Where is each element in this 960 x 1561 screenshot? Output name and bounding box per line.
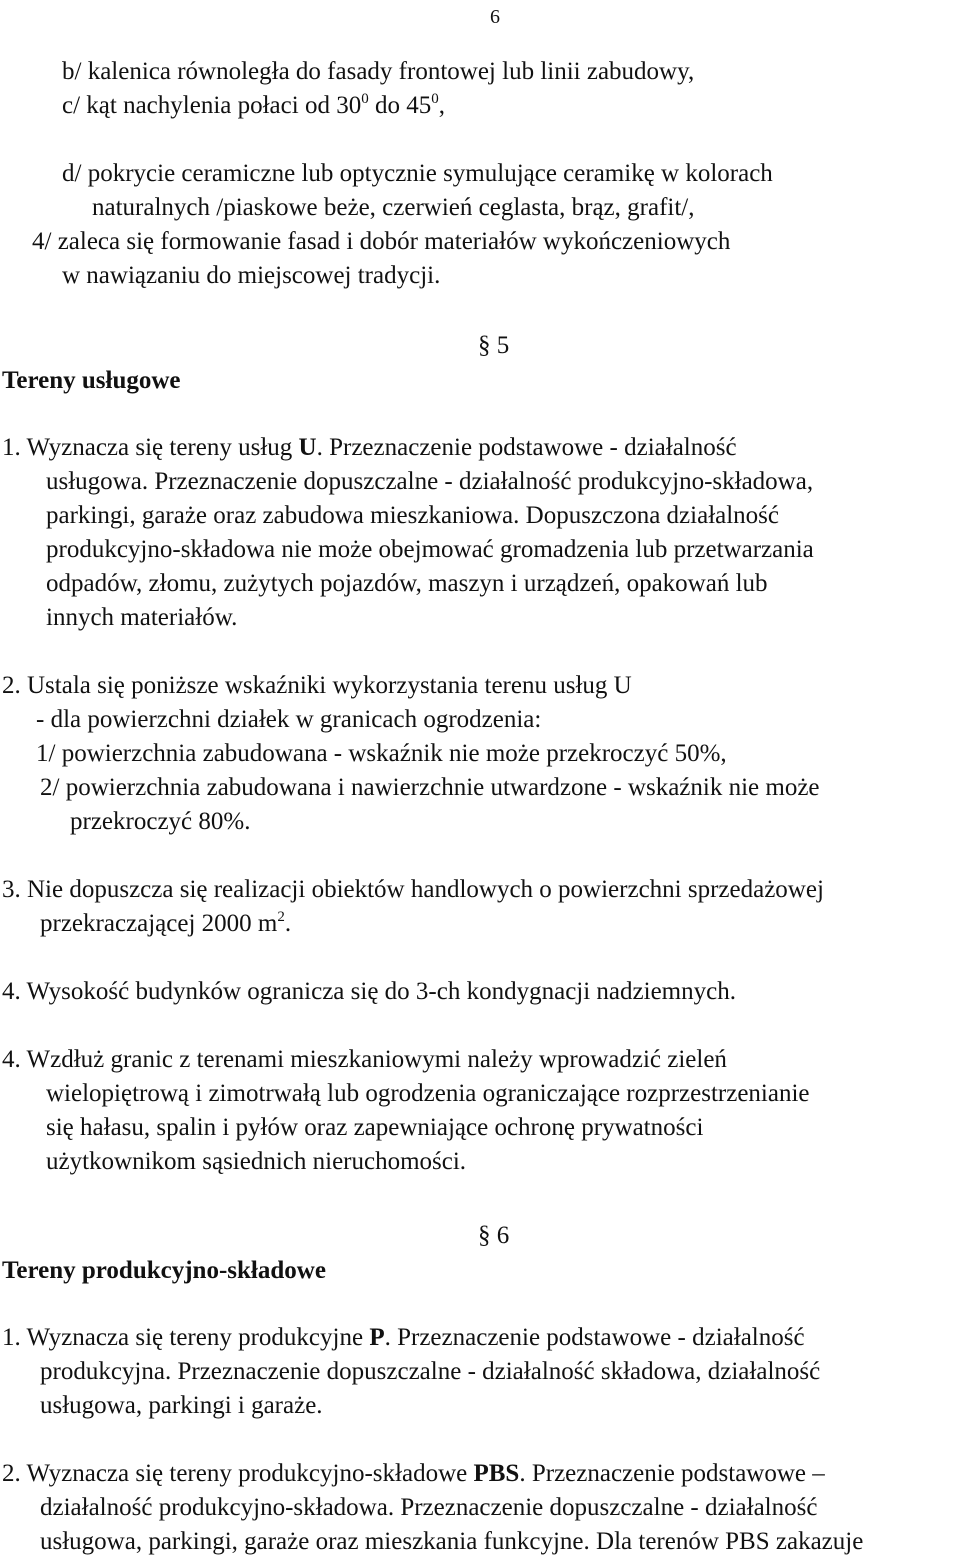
s5-p1-line1: 1. Wyznacza się tereny usług U. Przeznaczenie podstawowe - działalność (2, 434, 737, 461)
s5-p2-line5: przekroczyć 80%. (70, 808, 251, 835)
section-6-mark: § 6 (478, 1222, 510, 1249)
s6-p2-line1: 2. Wyznacza się tereny produkcyjno-składowe PBS. Przeznaczenie podstawowe – (2, 1460, 825, 1487)
intro-line-d: d/ pokrycie ceramiczne lub optycznie symulujące ceramikę w kolorach (62, 160, 773, 187)
s5-p3-line2: przekraczającej 2000 $m^2$. (40, 909, 292, 937)
page-number: 6 (490, 6, 500, 28)
s5-p5-line4: użytkownikom sąsiednich nieruchomości. (46, 1148, 467, 1175)
s5-p1-line6: innych materiałów. (46, 604, 238, 631)
intro-line-4-cont: w nawiązaniu do miejscowej tradycji. (62, 262, 441, 289)
s5-p5-line3: się hałasu, spalin i pyłów oraz zapewniające ochronę prywatności (46, 1114, 704, 1141)
s5-p3-line1: 3. Nie dopuszcza się realizacji obiektów handlowych o powierzchni sprzedażowej (2, 876, 824, 903)
s5-p1-line2: usługowa. Przeznaczenie dopuszczalne - działalność produkcyjno-składowa, (46, 468, 814, 495)
s5-p1-line5: odpadów, złomu, zużytych pojazdów, maszyn i urządzeń, opakowań lub (46, 570, 768, 597)
s6-p1-line2: produkcyjna. Przeznaczenie dopuszczalne - działalność składowa, działalność (40, 1358, 821, 1385)
s5-p2-line4: 2/ powierzchnia zabudowana i nawierzchnie utwardzone - wskaźnik nie może (40, 774, 820, 801)
intro-line-d-cont: naturalnych /piaskowe beże, czerwień ceglasta, brąz, grafit/, (92, 194, 695, 221)
s5-p4-line1: 4. Wysokość budynków ogranicza się do 3-ch kondygnacji nadziemnych. (2, 978, 736, 1005)
s6-p2-line2: działalność produkcyjno-składowa. Przeznaczenie dopuszczalne - działalność (40, 1494, 818, 1521)
s5-p2-line3: 1/ powierzchnia zabudowana - wskaźnik nie może przekroczyć 50%, (36, 740, 727, 767)
s6-p1-line1: 1. Wyznacza się tereny produkcyjne P. Przeznaczenie podstawowe - działalność (2, 1324, 805, 1351)
intro-line-c: c/ kąt nachylenia połaci od $30^0$ do $45^0$, (62, 91, 445, 119)
s5-p1-line3: parkingi, garaże oraz zabudowa mieszkaniowa. Dopuszczona działalność (46, 502, 780, 529)
section-5-heading: Tereny usługowe (2, 367, 181, 394)
s5-p2-line1: 2. Ustala się poniższe wskaźniki wykorzystania terenu usług U (2, 672, 632, 699)
section-6-heading: Tereny produkcyjno-składowe (2, 1257, 326, 1284)
intro-line-4: 4/ zaleca się formowanie fasad i dobór materiałów wykończeniowych (32, 228, 731, 255)
s5-p2-line2: - dla powierzchni działek w granicach ogrodzenia: (36, 706, 542, 733)
s5-p5-line2: wielopiętrową i zimotrwałą lub ogrodzenia ograniczające rozprzestrzenianie (46, 1080, 810, 1107)
s6-p1-line3: usługowa, parkingi i garaże. (40, 1392, 323, 1419)
intro-line-b: b/ kalenica równoległa do fasady frontowej lub linii zabudowy, (62, 58, 695, 85)
s5-p1-line4: produkcyjno-składowa nie może obejmować gromadzenia lub przetwarzania (46, 536, 814, 563)
section-5-mark: § 5 (478, 332, 510, 359)
s5-p5-line1: 4. Wzdłuż granic z terenami mieszkaniowymi należy wprowadzić zieleń (2, 1046, 727, 1073)
s6-p2-line3: usługowa, parkingi, garaże oraz mieszkania funkcyjne. Dla terenów PBS zakazuje (40, 1528, 864, 1555)
